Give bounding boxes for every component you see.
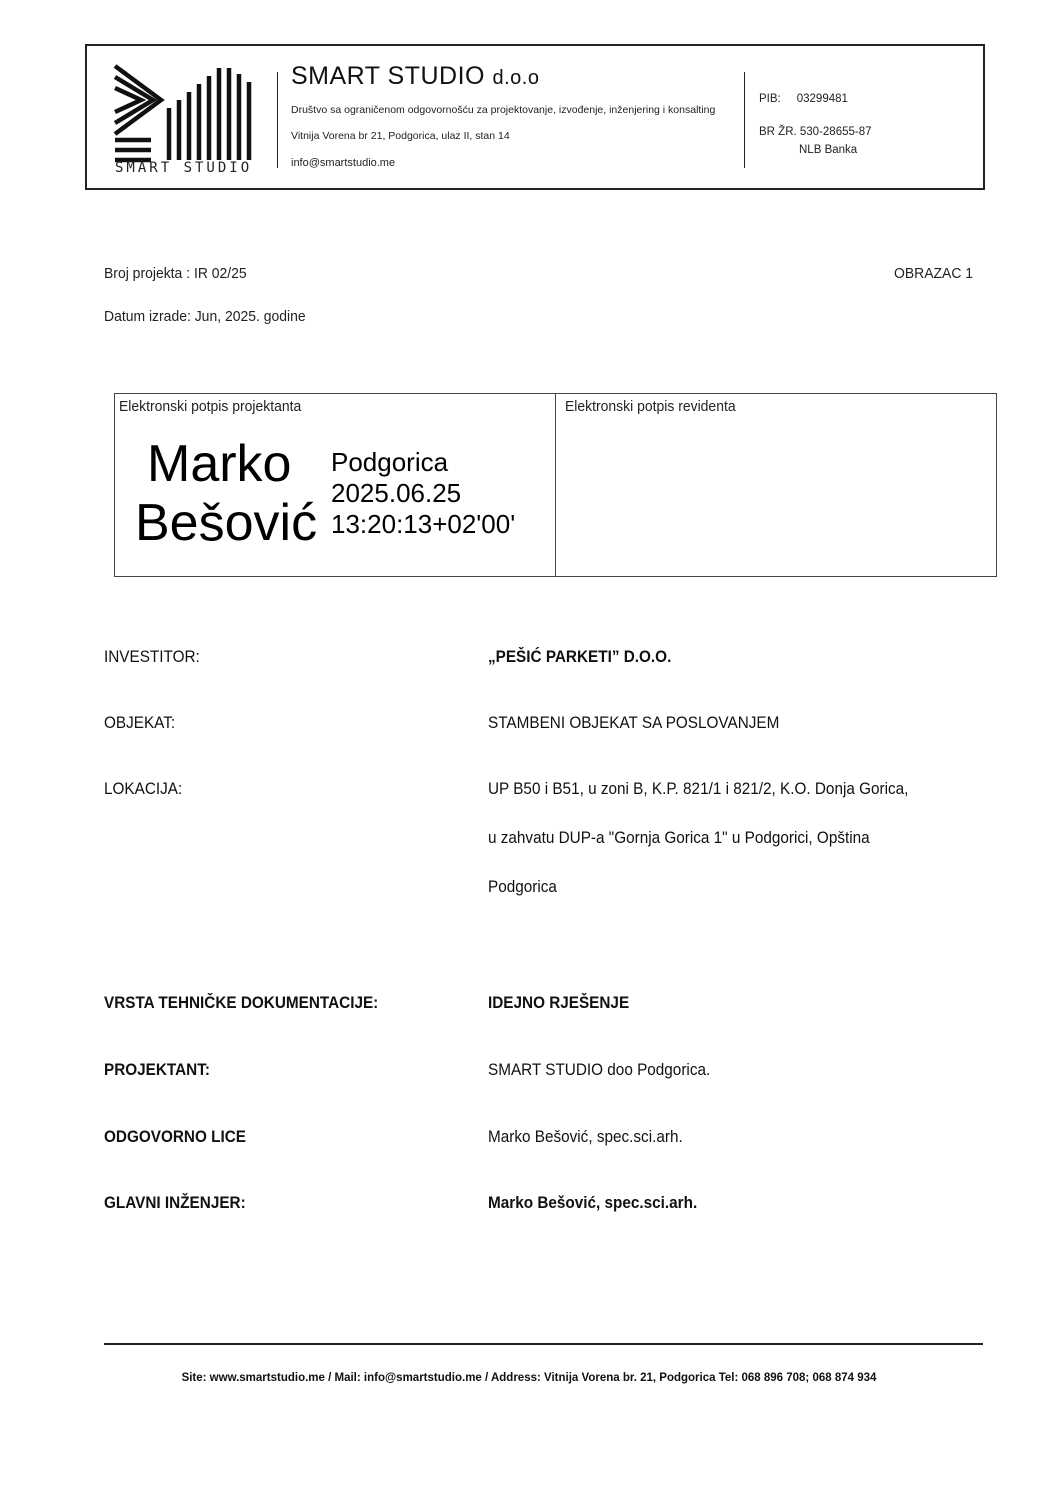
company-name bbox=[291, 62, 539, 91]
header-divider bbox=[277, 72, 278, 168]
footer-divider bbox=[104, 1343, 983, 1345]
project-number: Broj projekta : IR 02/25 bbox=[104, 265, 247, 282]
company-address: Vitnija Vorena br 21, Podgorica, ulaz II, stan 14 bbox=[291, 130, 510, 142]
pib-value: 03299481 bbox=[796, 93, 848, 105]
location-line-2: u zahvatu DUP-a "Gornja Gorica 1" u Podgorici, Opština bbox=[488, 828, 870, 847]
signer-last-name: Bešović bbox=[135, 494, 318, 552]
location-line-1: UP B50 i B51, u zoni B, K.P. 821/1 i 821/2, K.O. Donja Gorica, bbox=[488, 779, 909, 798]
responsible-person-label: ODGOVORNO LICE bbox=[104, 1127, 246, 1146]
signature-place: Podgorica bbox=[331, 447, 449, 477]
project-date: Datum izrade: Jun, 2025. godine bbox=[104, 308, 306, 325]
company-description: Društvo sa ograničenom odgovornošću za projektovanje, izvođenje, inženjering i konsalting bbox=[291, 104, 716, 116]
doc-type-value: IDEJNO RJEŠENJE bbox=[488, 993, 630, 1012]
designer-label: PROJEKTANT: bbox=[104, 1060, 210, 1079]
chief-engineer-label: GLAVNI INŽENJER: bbox=[104, 1193, 246, 1212]
pib bbox=[759, 93, 848, 105]
doc-type-label: VRSTA TEHNIČKE DOKUMENTACIJE: bbox=[104, 993, 379, 1012]
signature-time: 13:20:13+02'00' bbox=[331, 509, 516, 539]
signer-first-name: Marko bbox=[147, 435, 292, 493]
bank-account: BR ŽR. 530-28655-87 bbox=[759, 126, 872, 138]
company-name-text: SMART STUDIO bbox=[291, 62, 485, 90]
signature-date: 2025.06.25 bbox=[331, 478, 462, 508]
logo-wordmark: SMART STUDIO bbox=[115, 160, 253, 176]
letterhead bbox=[85, 44, 985, 190]
bank-name: NLB Banka bbox=[799, 144, 858, 156]
header-divider bbox=[744, 72, 745, 168]
responsible-person-value: Marko Bešović, spec.sci.arh. bbox=[488, 1127, 683, 1146]
pib-label: PIB: bbox=[759, 93, 781, 105]
object-value: STAMBENI OBJEKAT SA POSLOVANJEM bbox=[488, 713, 780, 732]
object-label: OBJEKAT: bbox=[104, 713, 176, 732]
company-suffix: d.o.o bbox=[492, 67, 540, 89]
location-line-3: Podgorica bbox=[488, 877, 557, 896]
investor-label: INVESTITOR: bbox=[104, 647, 200, 666]
signature-table bbox=[114, 393, 997, 577]
investor-value: „PEŠIĆ PARKETI” D.O.O. bbox=[488, 647, 672, 666]
form-number: OBRAZAC 1 bbox=[894, 265, 974, 282]
reviewer-signature-label: Elektronski potpis revidenta bbox=[565, 398, 736, 415]
table-divider bbox=[555, 394, 556, 576]
company-email: info@smartstudio.me bbox=[291, 157, 396, 169]
footer-contact: Site: www.smartstudio.me / Mail: info@smartstudio.me / Address: Vitnija Vorena br. 21, Podgorica Tel: 068 896 708; 068 874 934 bbox=[181, 1372, 877, 1384]
designer-value: SMART STUDIO doo Podgorica. bbox=[488, 1060, 711, 1079]
location-label: LOKACIJA: bbox=[104, 779, 183, 798]
designer-signature-label: Elektronski potpis projektanta bbox=[119, 398, 302, 415]
chief-engineer-value: Marko Bešović, spec.sci.arh. bbox=[488, 1193, 698, 1212]
